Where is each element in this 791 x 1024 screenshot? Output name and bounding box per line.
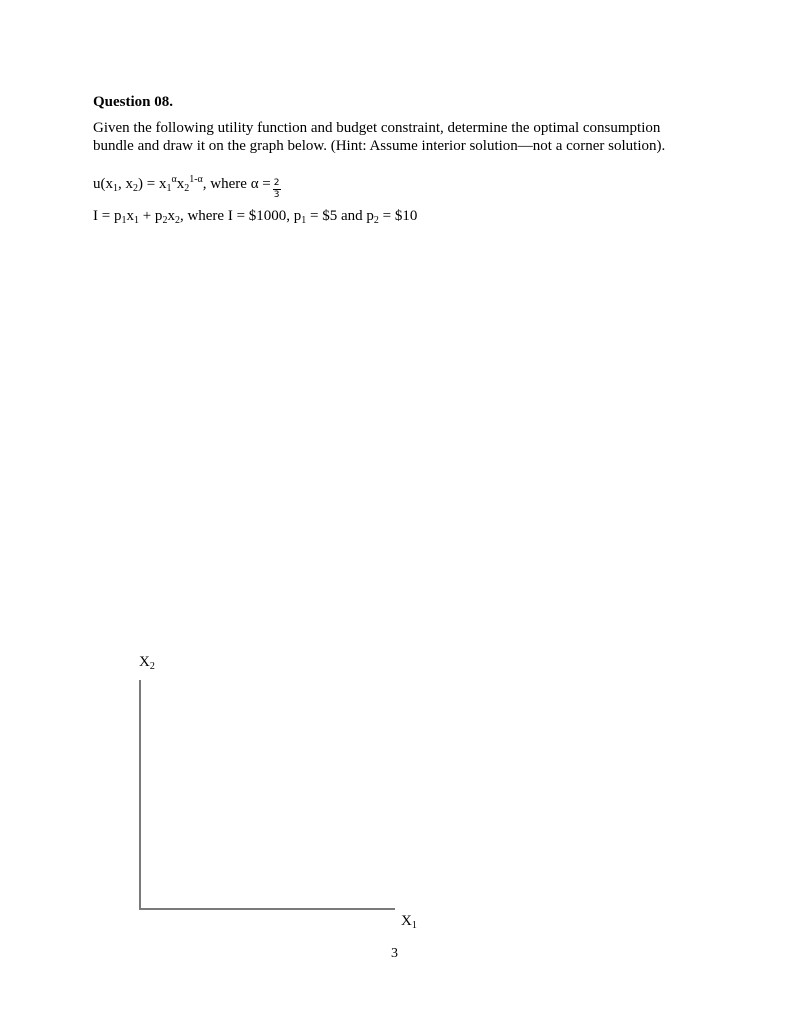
question-prompt: Given the following utility function and budget constraint, determine the optimal consumption bundle and draw it on the graph below. (Hint: Assume interior solution—not a corner solution). xyxy=(93,120,666,154)
superscript: 1-α xyxy=(189,174,203,185)
utility-part: ) = x xyxy=(138,176,167,192)
budget-part: = $5 and p xyxy=(306,208,374,224)
subscript: 1 xyxy=(301,215,307,226)
y-axis-line xyxy=(139,680,141,910)
page-number: 3 xyxy=(391,946,398,961)
fraction-numerator: 2 xyxy=(273,178,280,188)
x-axis-letter: X xyxy=(401,913,412,929)
budget-part: I = p xyxy=(93,208,122,224)
subscript: 1 xyxy=(166,183,172,194)
utility-part: , where α = xyxy=(202,176,271,192)
fraction-denominator: 3 xyxy=(273,190,280,200)
budget-constraint xyxy=(93,207,417,225)
budget-part: x xyxy=(126,208,134,224)
subscript: 2 xyxy=(184,183,190,194)
subscript: 2 xyxy=(133,183,138,194)
utility-function xyxy=(93,175,281,201)
x-axis-label xyxy=(401,912,417,930)
utility-part: , x xyxy=(118,176,133,192)
subscript: 1 xyxy=(121,215,127,226)
y-axis-letter: X xyxy=(139,654,150,670)
y-axis-label xyxy=(139,653,155,671)
utility-part: x xyxy=(176,176,185,192)
budget-part: = $10 xyxy=(378,208,418,224)
alpha-fraction xyxy=(273,178,281,201)
budget-part: , where I = $1000, p xyxy=(179,208,302,224)
subscript: 2 xyxy=(373,215,379,226)
budget-part: + p xyxy=(138,208,163,224)
x-axis-subscript: 1 xyxy=(411,920,417,931)
budget-part: x xyxy=(167,208,175,224)
superscript: α xyxy=(171,174,177,185)
y-axis-subscript: 2 xyxy=(149,661,155,672)
x-axis-line xyxy=(139,908,395,910)
utility-part: u(x xyxy=(93,176,113,192)
subscript: 2 xyxy=(174,215,180,226)
question-title: Question 08. xyxy=(93,94,174,110)
subscript: 1 xyxy=(133,215,139,226)
subscript: 2 xyxy=(162,215,168,226)
subscript: 1 xyxy=(113,183,118,194)
